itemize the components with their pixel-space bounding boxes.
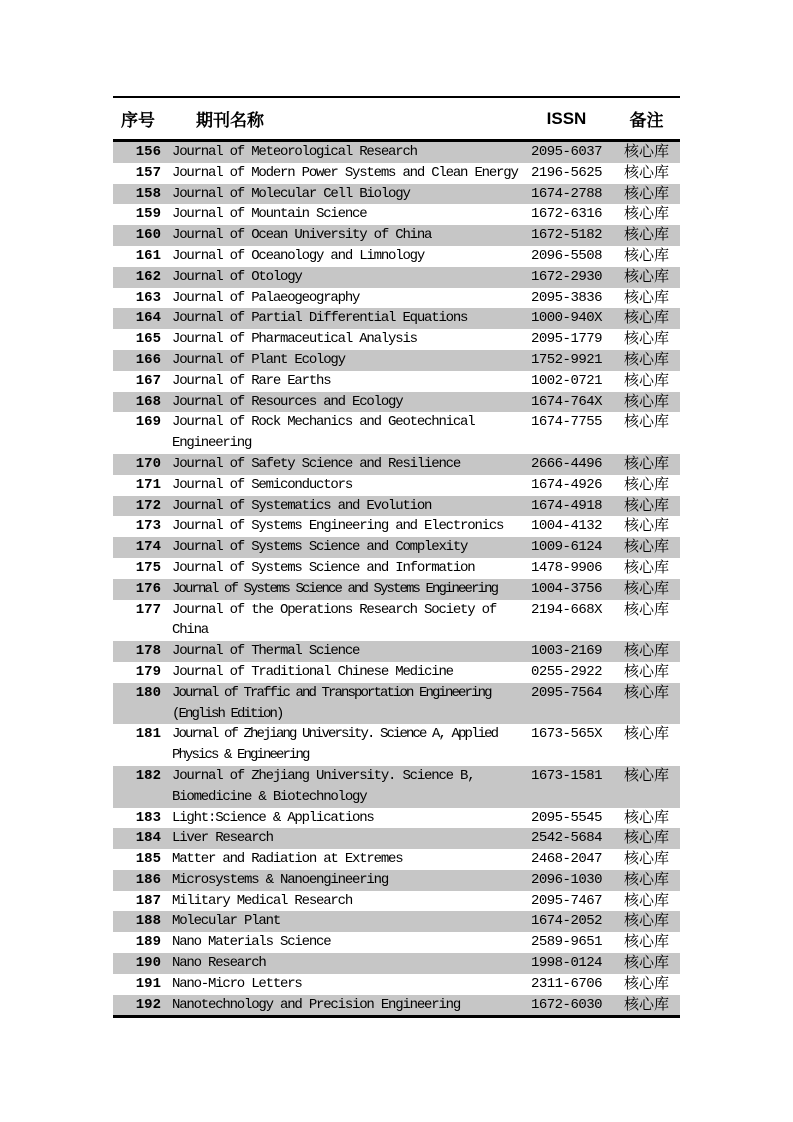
table-row	[113, 662, 680, 683]
remark-value: 核心库	[623, 496, 669, 514]
table-row	[113, 683, 680, 725]
table-row	[113, 454, 680, 475]
remark-value: 核心库	[623, 309, 669, 327]
table-row	[113, 995, 680, 1016]
table-row	[113, 163, 680, 184]
remark-value: 核心库	[623, 974, 669, 992]
journal-name: Journal of Safety Science and Resilience	[172, 455, 461, 472]
journal-name: Journal of Systems Engineering and Electronics	[172, 518, 504, 535]
remark-value: 核心库	[623, 642, 669, 660]
remark-value: 核心库	[623, 662, 669, 680]
issn-value: 2468-2047	[530, 851, 603, 868]
remark-value: 核心库	[623, 205, 669, 223]
row-number: 171	[135, 476, 161, 493]
row-number: 177	[135, 601, 161, 618]
table-row	[113, 891, 680, 912]
row-number: 191	[135, 975, 161, 992]
table-row	[113, 974, 680, 995]
remark-value: 核心库	[623, 288, 669, 306]
remark-value: 核心库	[623, 995, 669, 1013]
journal-name: Journal of Systematics and Evolution	[172, 497, 432, 514]
table-header-row	[113, 98, 680, 142]
table-row	[113, 475, 680, 496]
issn-value: 1674-4918	[530, 497, 603, 514]
table-row	[113, 600, 680, 642]
row-number: 158	[135, 185, 161, 202]
table-row	[113, 849, 680, 870]
remark-value: 核心库	[623, 683, 669, 701]
remark-value: 核心库	[623, 163, 669, 181]
remark-value: 核心库	[623, 829, 669, 847]
journal-name: Military Medical Research	[172, 892, 353, 909]
row-number: 184	[135, 830, 161, 847]
journal-name: Journal of Zhejiang University. Science A, Applied Physics & Engineering	[172, 726, 498, 764]
journal-name: Light:Science & Applications	[172, 809, 374, 826]
issn-value: 2095-3836	[530, 289, 603, 306]
remark-value: 核心库	[623, 184, 669, 202]
journal-name: Liver Research	[172, 830, 273, 847]
table-row	[113, 641, 680, 662]
issn-value: 2095-7564	[530, 684, 603, 701]
remark-value: 核心库	[623, 392, 669, 410]
journal-name: Journal of Pharmaceutical Analysis	[172, 331, 417, 348]
issn-value: 2666-4496	[530, 455, 603, 472]
row-number: 178	[135, 643, 161, 660]
remark-value: 核心库	[623, 912, 669, 930]
row-number: 176	[135, 580, 161, 597]
journal-name: Journal of Semiconductors	[172, 476, 353, 493]
table-row	[113, 558, 680, 579]
row-number: 157	[135, 164, 161, 181]
journal-name: Journal of Palaeogeography	[172, 289, 360, 306]
table-row	[113, 267, 680, 288]
row-number: 168	[135, 393, 161, 410]
row-number: 161	[135, 247, 161, 264]
table-row	[113, 537, 680, 558]
remark-value: 核心库	[623, 600, 669, 618]
row-number: 187	[135, 892, 161, 909]
issn-value: 2095-1779	[530, 331, 603, 348]
journal-name: Journal of Molecular Cell Biology	[172, 185, 410, 202]
journal-name: Journal of Plant Ecology	[172, 351, 345, 368]
issn-value: 1674-7755	[530, 414, 603, 431]
row-number: 159	[135, 206, 161, 223]
row-number: 167	[135, 372, 161, 389]
journal-name: Journal of Oceanology and Limnology	[172, 247, 425, 264]
table-row	[113, 724, 680, 766]
remark-value: 核心库	[623, 870, 669, 888]
table-row	[113, 516, 680, 537]
issn-value: 1004-3756	[530, 580, 603, 597]
issn-value: 1000-940X	[530, 310, 603, 327]
journal-name: Journal of Modern Power Systems and Clean Energy	[172, 164, 518, 181]
row-number: 173	[135, 518, 161, 535]
journal-name: Nano-Micro Letters	[172, 975, 302, 992]
issn-value: 2311-6706	[530, 975, 603, 992]
remark-value: 核心库	[623, 517, 669, 535]
journal-name: Molecular Plant	[172, 913, 281, 930]
issn-value: 1002-0721	[530, 372, 603, 389]
table-row	[113, 184, 680, 205]
journal-name: Journal of the Operations Research Society of China	[172, 601, 497, 639]
header-journal-name: 期刊名称	[196, 111, 264, 130]
row-number: 190	[135, 955, 161, 972]
remark-value: 核心库	[623, 330, 669, 348]
journal-name: Nano Materials Science	[172, 934, 331, 951]
remark-value: 核心库	[623, 267, 669, 285]
table-row	[113, 142, 680, 163]
issn-value: 1004-4132	[530, 518, 603, 535]
remark-value: 核心库	[623, 954, 669, 972]
issn-value: 2095-7467	[530, 892, 603, 909]
remark-value: 核心库	[623, 350, 669, 368]
journal-name: Journal of Traffic and Transportation Engineering (English Edition)	[172, 684, 491, 722]
row-number: 185	[135, 851, 161, 868]
row-number: 181	[135, 726, 161, 743]
journal-name: Journal of Systems Science and Systems Engineering	[172, 580, 498, 597]
table-row	[113, 870, 680, 891]
table-row	[113, 225, 680, 246]
header-issn: ISSN	[546, 108, 587, 128]
remark-value: 核心库	[623, 454, 669, 472]
journal-name: Journal of Ocean University of China	[172, 227, 432, 244]
table-row	[113, 288, 680, 309]
issn-value: 1003-2169	[530, 643, 603, 660]
issn-value: 1998-0124	[530, 955, 603, 972]
table-row	[113, 204, 680, 225]
row-number: 189	[135, 934, 161, 951]
row-number: 169	[135, 414, 161, 431]
remark-value: 核心库	[623, 143, 669, 160]
journal-name: Journal of Resources and Ecology	[172, 393, 403, 410]
remark-value: 核心库	[623, 725, 669, 743]
issn-value: 1674-764X	[530, 393, 603, 410]
issn-value: 2194-668X	[530, 601, 603, 618]
issn-value: 1478-9906	[530, 559, 603, 576]
row-number: 174	[135, 539, 161, 556]
issn-value: 1672-6030	[530, 996, 603, 1013]
issn-value: 1673-565X	[530, 726, 603, 743]
row-number: 182	[135, 767, 161, 784]
row-number: 165	[135, 331, 161, 348]
journal-name: Matter and Radiation at Extremes	[172, 851, 403, 868]
journal-name: Journal of Thermal Science	[172, 643, 360, 660]
remark-value: 核心库	[623, 371, 669, 389]
remark-value: 核心库	[623, 413, 669, 431]
table-row	[113, 953, 680, 974]
row-number: 186	[135, 871, 161, 888]
remark-value: 核心库	[623, 226, 669, 244]
remark-value: 核心库	[623, 850, 669, 868]
remark-value: 核心库	[623, 891, 669, 909]
journal-name: Journal of Meteorological Research	[172, 144, 417, 160]
issn-value: 1672-2930	[530, 268, 603, 285]
remark-value: 核心库	[623, 933, 669, 951]
journal-name: Nano Research	[172, 955, 266, 972]
issn-value: 1673-1581	[530, 767, 603, 784]
row-number: 156	[135, 144, 161, 160]
row-number: 172	[135, 497, 161, 514]
journal-name: Microsystems & Nanoengineering	[172, 871, 389, 888]
row-number: 164	[135, 310, 161, 327]
issn-value: 1009-6124	[530, 539, 603, 556]
row-number: 162	[135, 268, 161, 285]
remark-value: 核心库	[623, 246, 669, 264]
issn-value: 1674-2052	[530, 913, 603, 930]
journal-name: Nanotechnology and Precision Engineering	[172, 996, 461, 1013]
row-number: 166	[135, 351, 161, 368]
issn-value: 2589-9651	[530, 934, 603, 951]
header-serial-number: 序号	[121, 111, 155, 130]
row-number: 192	[135, 996, 161, 1013]
journal-name: Journal of Systems Science and Information	[172, 559, 475, 576]
issn-value: 2095-5545	[530, 809, 603, 826]
journal-name: Journal of Traditional Chinese Medicine	[172, 663, 453, 680]
table-row	[113, 808, 680, 829]
journal-name: Journal of Zhejiang University. Science B, Biomedicine & Biotechnology	[172, 767, 475, 805]
issn-value: 1672-6316	[530, 206, 603, 223]
journal-name: Journal of Rock Mechanics and Geotechnical Engineering	[172, 414, 475, 452]
table-body	[113, 142, 680, 1015]
issn-value: 0255-2922	[530, 663, 603, 680]
issn-value: 1752-9921	[530, 351, 603, 368]
remark-value: 核心库	[623, 808, 669, 826]
row-number: 170	[135, 455, 161, 472]
issn-value: 2096-5508	[530, 247, 603, 264]
journal-name: Journal of Systems Science and Complexity	[172, 539, 468, 556]
header-remark: 备注	[629, 111, 664, 130]
row-number: 188	[135, 913, 161, 930]
issn-value: 2096-1030	[530, 871, 603, 888]
issn-value: 2196-5625	[530, 164, 603, 181]
issn-value: 1672-5182	[530, 227, 603, 244]
table-row	[113, 308, 680, 329]
table-row	[113, 392, 680, 413]
table-row	[113, 911, 680, 932]
table-row	[113, 246, 680, 267]
remark-value: 核心库	[623, 766, 669, 784]
issn-value: 1674-2788	[530, 185, 603, 202]
table-row	[113, 412, 680, 454]
table-row	[113, 766, 680, 808]
table-row	[113, 350, 680, 371]
table-row	[113, 828, 680, 849]
table-row	[113, 329, 680, 350]
remark-value: 核心库	[623, 579, 669, 597]
table-row	[113, 371, 680, 392]
row-number: 175	[135, 559, 161, 576]
remark-value: 核心库	[623, 558, 669, 576]
row-number: 163	[135, 289, 161, 306]
journal-name: Journal of Otology	[172, 268, 302, 285]
row-number: 160	[135, 227, 161, 244]
table-row	[113, 579, 680, 600]
issn-value: 2095-6037	[530, 144, 603, 160]
issn-value: 1674-4926	[530, 476, 603, 493]
table-row	[113, 496, 680, 517]
remark-value: 核心库	[623, 475, 669, 493]
table-row	[113, 932, 680, 953]
journal-list-table	[113, 96, 680, 1018]
journal-name: Journal of Partial Differential Equations	[172, 310, 468, 327]
row-number: 179	[135, 663, 161, 680]
journal-name: Journal of Rare Earths	[172, 372, 331, 389]
journal-name: Journal of Mountain Science	[172, 206, 367, 223]
remark-value: 核心库	[623, 538, 669, 556]
row-number: 180	[135, 684, 161, 701]
row-number: 183	[135, 809, 161, 826]
issn-value: 2542-5684	[530, 830, 603, 847]
